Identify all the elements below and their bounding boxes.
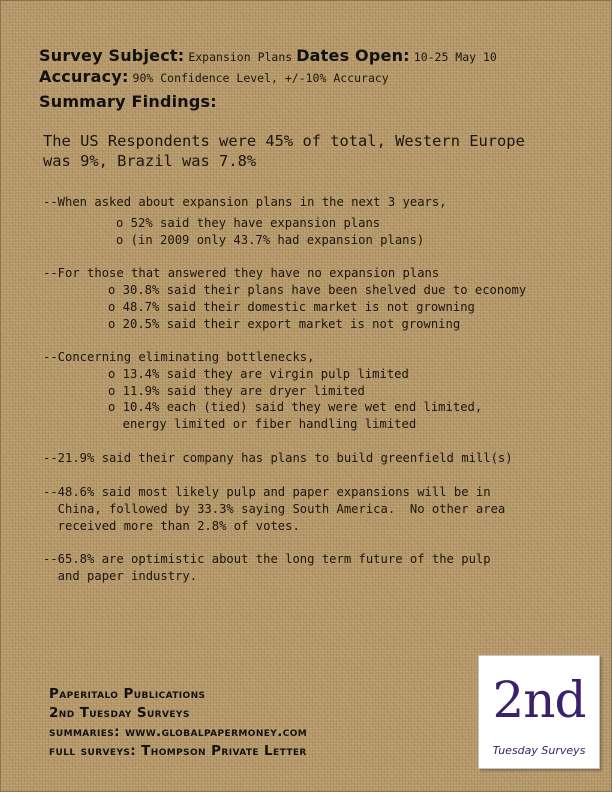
bullet-item: o 13.4% said they are virgin pulp limited [108, 367, 409, 381]
intro-line: The US Respondents were 45% of total, Western Europe [43, 132, 525, 150]
accuracy-label: Accuracy: [39, 67, 129, 86]
bullet-item: o 20.5% said their export market is not growning [108, 317, 461, 331]
finding-statement: --21.9% said their company has plans to build greenfield mill(s) [43, 451, 513, 465]
bullet-item: energy limited or fiber handling limited [108, 417, 417, 431]
publisher-footer [49, 685, 307, 761]
bullet-item: o (in 2009 only 43.7% had expansion plans) [116, 233, 425, 247]
bullet-item: o 30.8% said their plans have been shelved due to economy [108, 283, 527, 297]
subject-value: Expansion Plans [188, 50, 293, 64]
intro-line: was 9%, Brazil was 7.8% [43, 152, 257, 170]
section-heading: --For those that answered they have no expansion plans [43, 266, 440, 280]
bullet-item: o 11.9% said they are dryer limited [108, 384, 365, 398]
footer-summaries: summaries: www.globalpapermoney.com [49, 724, 308, 740]
bullet-item: o 52% said they have expansion plans [116, 216, 381, 230]
finding-statement: China, followed by 33.3% saying South America. No other area [43, 502, 506, 516]
dates-label: Dates Open: [296, 46, 410, 65]
finding-statement: --48.6% said most likely pulp and paper expansions will be in [43, 485, 491, 499]
header-row-accuracy [39, 67, 389, 87]
dates-value: 10-25 May 10 [413, 50, 497, 64]
finding-statement: --65.8% are optimistic about the long term future of the pulp [43, 552, 491, 566]
footer-full-surveys: full surveys: Thompson Private Letter [49, 743, 307, 759]
bullet-item: o 48.7% said their domestic market is not growning [108, 300, 475, 314]
finding-statement: received more than 2.8% of votes. [43, 519, 300, 533]
summary-label: Summary Findings: [39, 92, 217, 111]
header-row-subject [39, 46, 497, 66]
footer-series: 2nd Tuesday Surveys [49, 705, 190, 721]
second-tuesday-logo [478, 655, 600, 769]
subject-label: Survey Subject: [39, 46, 185, 65]
section-heading: --Concerning eliminating bottlenecks, [43, 350, 315, 364]
header-row-summary [39, 92, 217, 112]
logo-caption: Tuesday Surveys [492, 744, 586, 757]
finding-statement: and paper industry. [43, 569, 198, 583]
section-heading: --When asked about expansion plans in the next 3 years, [43, 195, 447, 209]
logo-number: 2nd [492, 671, 586, 729]
bullet-item: o 10.4% each (tied) said they were wet end limited, [108, 400, 483, 414]
accuracy-value: 90% Confidence Level, +/-10% Accuracy [132, 71, 389, 85]
footer-publisher: Paperitalo Publications [49, 686, 206, 702]
